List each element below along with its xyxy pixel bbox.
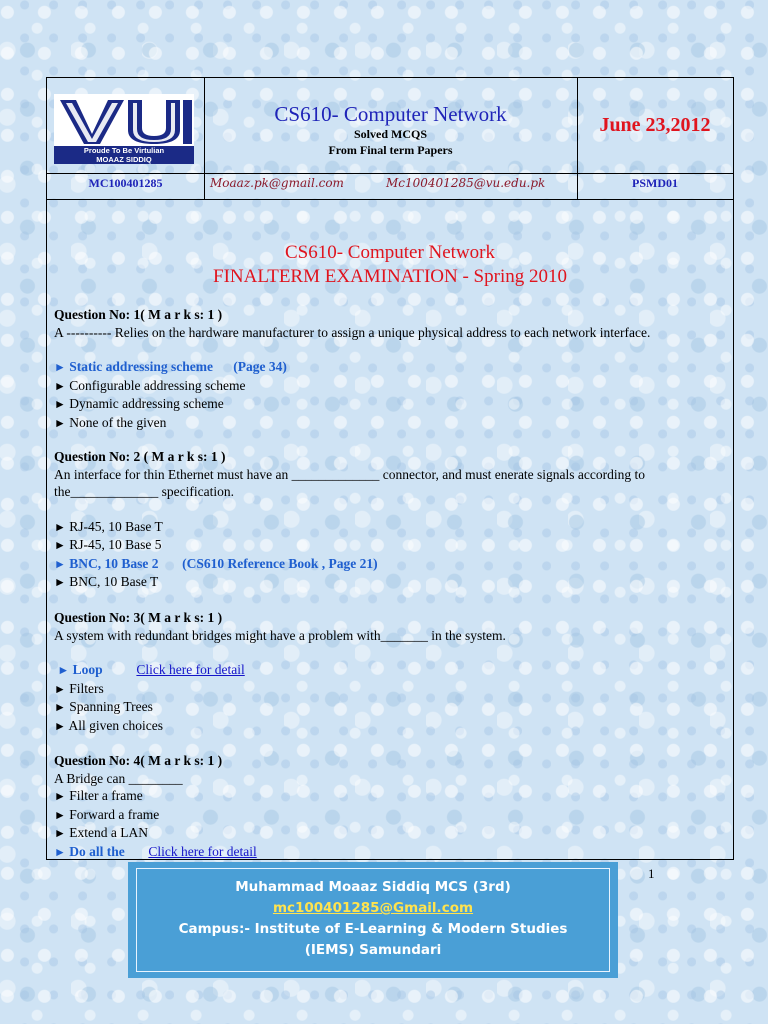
option-answer (54, 358, 730, 377)
option-label: All given choices (68, 717, 164, 733)
page-number: 1 (648, 866, 655, 881)
question-heading: Question No: 3( M a r k s: 1 ) (54, 610, 223, 625)
logo-tagline-1: Proude To Be Virtulian (83, 146, 165, 155)
triangle-bullet-icon: ► (54, 718, 66, 733)
option (54, 680, 730, 699)
vu-logo-letters (54, 94, 194, 146)
document-date: June 23,2012 (599, 114, 711, 136)
option (54, 518, 730, 537)
option-answer (54, 843, 730, 862)
option-label: Spanning Trees (69, 699, 153, 714)
roll-number: MC100401285 (88, 176, 163, 190)
exam-title-line-1: CS610- Computer Network (284, 242, 496, 263)
footer-campus-short: (IEMS) Samundari (304, 942, 442, 958)
triangle-bullet-icon: ► (54, 415, 66, 430)
triangle-bullet-icon: ► (54, 519, 66, 534)
triangle-bullet-icon: ► (54, 789, 66, 803)
option (54, 698, 730, 717)
option-label: Dynamic addressing scheme (69, 396, 224, 411)
footer-inner (136, 868, 610, 972)
option-label: Filter a frame (69, 788, 143, 803)
question-text: A Bridge can ________ (54, 770, 183, 786)
exam-title-line-2: FINALTERM EXAMINATION - Spring 2010 (213, 266, 567, 287)
email-cell (204, 173, 577, 199)
option (54, 536, 730, 555)
triangle-bullet-icon: ► (54, 700, 66, 714)
question-4 (54, 752, 730, 861)
header-row-2 (47, 173, 733, 200)
option (54, 395, 730, 414)
email-gmail[interactable]: Moaaz.pk@gmail.com (210, 176, 344, 190)
document-code: PSMD01 (632, 176, 678, 190)
option (54, 414, 730, 433)
option-label: Filters (69, 680, 104, 696)
triangle-bullet-icon: ► (54, 397, 66, 411)
question-2 (54, 448, 730, 592)
triangle-bullet-icon: ► (54, 826, 66, 840)
question-text: A ---------- Relies on the hardware manufacturer to assign a unique physical address to each network interface. (54, 324, 651, 340)
answer-reference: (Page 34) (233, 359, 287, 374)
triangle-bullet-icon: ► (57, 663, 70, 677)
option-label: BNC, 10 Base T (69, 574, 159, 589)
option-label: Extend a LAN (69, 825, 148, 840)
footer-email[interactable]: mc100401285@Gmail.com (272, 900, 474, 916)
header-row-1 (47, 78, 733, 174)
option-label: Static addressing scheme (69, 359, 214, 374)
question-3 (54, 609, 730, 735)
option (54, 787, 730, 806)
option-label: None of the given (69, 414, 167, 430)
question-1 (54, 306, 730, 432)
option-label: Do all the (69, 843, 125, 859)
option-label: Forward a frame (69, 806, 160, 822)
footer-author: Muhammad Moaaz Siddiq MCS (3rd) (235, 879, 511, 895)
option-label: RJ-45, 10 Base 5 (69, 537, 162, 552)
triangle-bullet-icon: ► (54, 360, 66, 374)
question-heading: Question No: 4( M a r k s: 1 ) (54, 753, 223, 768)
header-table (47, 78, 733, 199)
option-label: Configurable addressing scheme (69, 377, 246, 393)
document-subtitle-2: From Final term Papers (328, 143, 453, 157)
option-label: RJ-45, 10 Base T (69, 518, 163, 534)
question-text-line-2: the_____________ specification. (54, 484, 234, 499)
document-subtitle-1: Solved MCQS (353, 127, 427, 141)
triangle-bullet-icon: ► (54, 681, 66, 696)
question-heading: Question No: 2 ( M a r k s: 1 ) (54, 449, 226, 464)
triangle-bullet-icon: ► (54, 378, 66, 393)
option-label: Loop (72, 662, 103, 677)
page-frame (46, 77, 734, 860)
title-cell (204, 78, 577, 173)
triangle-bullet-icon: ► (54, 844, 66, 859)
option (54, 717, 730, 736)
vu-logo (54, 94, 194, 164)
vu-logo-tagline (54, 146, 194, 164)
option (54, 573, 730, 592)
question-text-line-1: An interface for thin Ethernet must have an _____________ connector, and must enerate signals according to (54, 466, 646, 482)
triangle-bullet-icon: ► (54, 538, 66, 552)
detail-link[interactable]: Click here for detail (148, 843, 257, 859)
option-answer (54, 555, 730, 574)
detail-link[interactable]: Click here for detail (136, 662, 245, 677)
triangle-bullet-icon: ► (54, 575, 66, 589)
option-label: BNC, 10 Base 2 (69, 555, 159, 571)
question-heading: Question No: 1( M a r k s: 1 ) (54, 307, 223, 322)
email-vu[interactable]: Mc100401285@vu.edu.pk (386, 176, 546, 190)
document-title: CS610- Computer Network (274, 102, 507, 126)
triangle-bullet-icon: ► (54, 807, 66, 822)
triangle-bullet-icon: ► (54, 556, 66, 571)
option (54, 824, 730, 843)
option-answer (54, 661, 730, 680)
question-text: A system with redundant bridges might have a problem with_______ in the system. (54, 627, 506, 643)
option (54, 806, 730, 825)
footer-campus: Campus:- Institute of E-Learning & Modern Studies (178, 921, 568, 937)
option (54, 377, 730, 396)
logo-tagline-2: MOAAZ SIDDIQ (96, 155, 152, 164)
answer-reference: (CS610 Reference Book , Page 21) (182, 555, 378, 571)
footer-banner (128, 862, 618, 978)
